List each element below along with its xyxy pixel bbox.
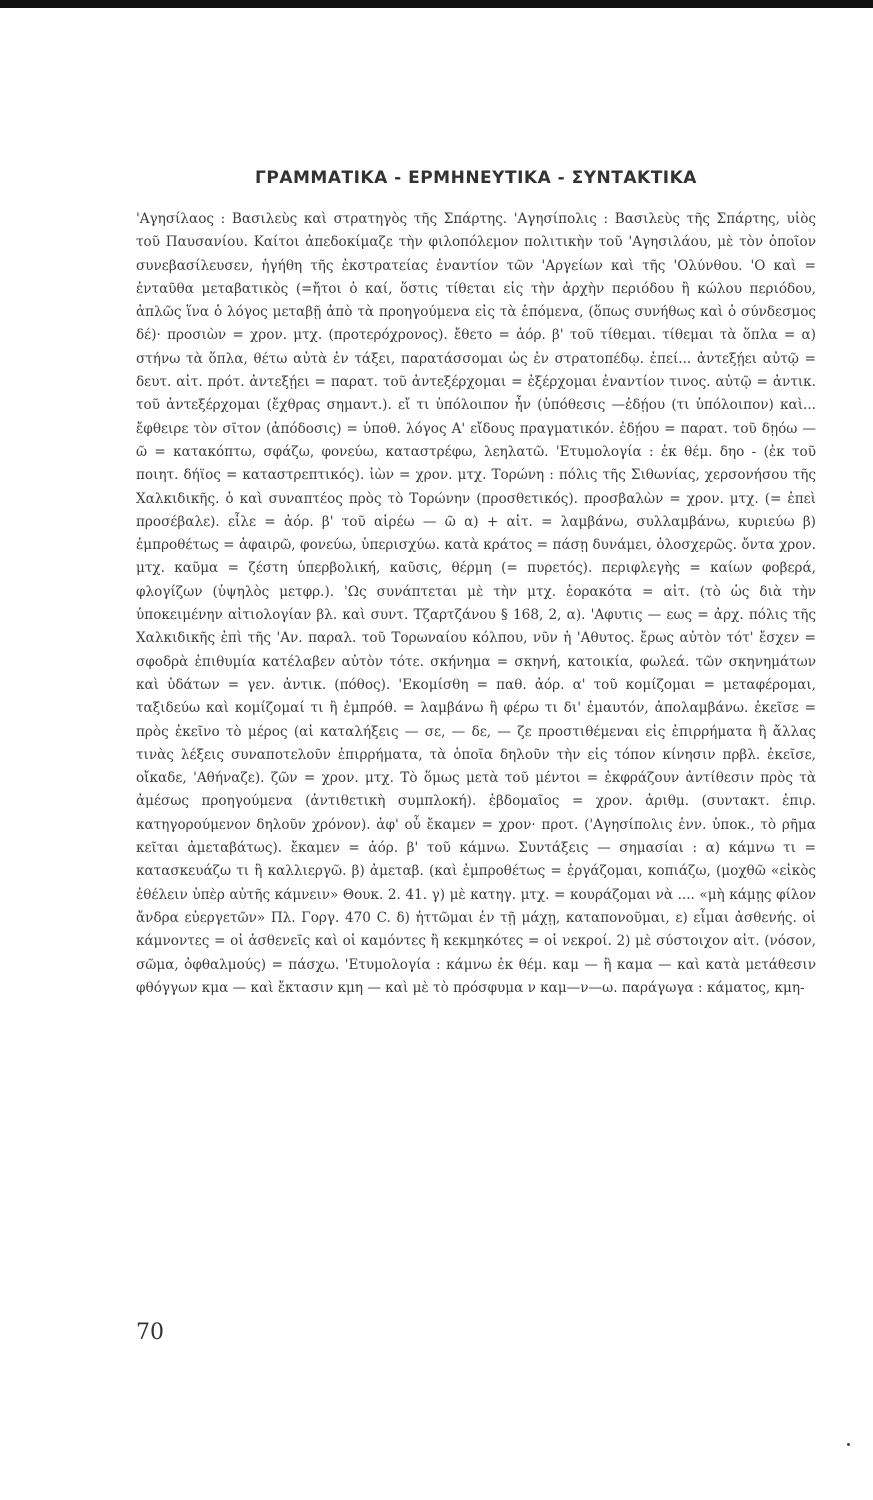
- page-number: 70: [136, 1320, 164, 1345]
- page-title: ΓΡΑΜΜΑΤΙΚΑ - ΕΡΜΗΝΕΥΤΙΚΑ - ΣΥΝΤΑΚΤΙΚΑ: [255, 168, 697, 188]
- main-text: 'Αγησίλαος : Βασιλεὺς καὶ στρατηγὸς τῆς Σπάρτης. 'Αγησίπολις : Βασιλεὺς τῆς Σπάρτης, υἱὸς τοῦ Παυσανίου. Καίτοι ἀπεδοκίμαζε τὴν φιλοπόλεμον πολιτικὴν τοῦ 'Αγησιλάου, μὲ τὸν ὁποῖον συνεβασίλευσεν, ἡγήθη τῆς ἐκστρατείας ἐναντίον τῶν 'Αργείων καὶ τῆς 'Ολύνθου. 'Ο καὶ = ἐνταῦθα μεταβατικὸς (=ἤτοι ὁ καί, ὅστις τίθεται εἰς τὴν ἀρχὴν περιόδου ἢ κώλου περιόδου, ἁπλῶς ἵνα ὁ λόγος μεταβῇ ἀπὸ τὰ προηγούμενα εἰς τὰ ἑπόμενα, (ὅπως συνήθως καὶ ὁ σύνδεσμος δέ)· προσιὼν = χρον. μτχ. (προτερόχρονος). ἔθετο = ἀόρ. β' τοῦ τίθεμαι. τίθεμαι τὰ ὅπλα = α) στήνω τὰ ὅπλα, θέτω αὐτὰ ἐν τάξει, παρατάσσομαι ὡς ἐν στρατοπέδῳ. ἐπεί... ἀντεξῄει αὐτῷ = δευτ. αἰτ. πρότ. ἀντεξῄει = παρατ. τοῦ ἀντεξέρχομαι = ἐξέρχομαι ἐναντίον τινος. αὐτῷ = ἀντικ. τοῦ ἀντεξέρχομαι (ἔχθρας σημαντ.). εἴ τι ὑπόλοιπον ἦν (ὑπόθεσις —ἐδῄου (τι ὑπόλοιπον) καὶ... ἔφθειρε τὸν σῖτον (ἀπόδοσις) = ὑποθ. λόγος Α' εἴδους πραγματικόν. ἐδῄου = παρατ. τοῦ δῃόω — ῶ = κατακόπτω, σφάζω, φονεύω, καταστρέφω, λεηλατῶ. 'Ετυμολογία : ἐκ θέμ. δηο - (ἐκ τοῦ ποιητ. δήϊος = καταστρεπτικός). ἰὼν = χρον. μτχ. Τορώνη : πόλις τῆς Σιθωνίας, χερσονήσου τῆς Χαλκιδικῆς. ὁ καὶ συναπτέος πρὸς τὸ Τορώνην (προσθετικός). προσβαλὼν = χρον. μτχ. (= ἐπεὶ προσέβαλε). εἷλε = ἀόρ. β' τοῦ αἱρέω — ῶ α) + αἰτ. = λαμβάνω, συλλαμβάνω, κυριεύω β) ἐμπροθέτως = ἀφαιρῶ, φονεύω, ὑπερισχύω. κατὰ κράτος = πάσῃ δυνάμει, ὁλοσχερῶς. ὄντα χρον. μτχ. καῦμα = ζέστη ὑπερβολική, καῦσις, θέρμη (= πυρετός). περιφλεγὴς = καίων φοβερά, φλογίζων (ὑψηλὸς μετφρ.). 'Ως συνάπτεται μὲ τὴν μτχ. ἑορακότα = αἰτ. (τὸ ὡς διὰ τὴν ὑποκειμένην αἰτιολογίαν βλ. καὶ συντ. Τζαρτζάνου § 168, 2, α). 'Αφυτις — εως = ἀρχ. πόλις τῆς Χαλκιδικῆς ἐπὶ τῆς 'Αν. παραλ. τοῦ Τορωναίου κόλπου, νῦν ἡ 'Αθυτος. ἔρως αὐτὸν τότ' ἔσχεν = σφοδρὰ ἐπιθυμία κατέλαβεν αὐτὸν τότε. σκήνημα = σκηνή, κατοικία, φωλεά. τῶν σκηνημάτων καὶ ὑδάτων = γεν. ἀντικ. (πόθος). 'Εκομίσθη = παθ. ἀόρ. α' τοῦ κομίζομαι = μεταφέρομαι, ταξιδεύω καὶ κομίζομαί τι ἢ ἐμπρόθ. = λαμβάνω ἢ φέρω τι δι' ἐμαυτόν, ἀπολαμβάνω. ἐκεῖσε = πρὸς ἐκεῖνο τὸ μέρος (αἱ καταλήξεις — σε, — δε, — ζε προστιθέμεναι εἰς ἐπιρρήματα ἢ ἄλλας τινὰς λέξεις συναποτελοῦν ἐπιρρήματα, τὰ ὁποῖα δηλοῦν τὴν εἰς τόπον κίνησιν πρβλ. ἐκεῖσε, οἴκαδε, 'Αθήναζε). ζῶν = χρον. μτχ. Τὸ ὅμως μετὰ τοῦ μέντοι = ἐκφράζουν ἀντίθεσιν πρὸς τὰ ἀμέσως προηγούμενα (ἀντιθετικὴ συμπλοκή). ἑβδομαῖος = χρον. ἀριθμ. (συντακτ. ἐπιρ. κατηγορούμενον δηλοῦν χρόνον). ἀφ' οὗ ἔκαμεν = χρον· προτ. ('Αγησίπολις ἐνν. ὑποκ., τὸ ρῆμα κεῖται ἀμεταβάτως). ἔκαμεν = ἀόρ. β' τοῦ κάμνω. Συντάξεις — σημασίαι : α) κάμνω τι = κατασκευάζω τι ἢ καλλιεργῶ. β) ἀμεταβ. (καὶ ἐμπροθέτως = ἐργάζομαι, κοπιάζω, (μοχθῶ «εἰκὸς ἐθέλειν ὑπὲρ αὐτῆς κάμνειν» Θουκ. 2. 41. γ) μὲ κατηγ. μτχ. = κουράζομαι νὰ .... «μὴ κάμῃς φίλον ἄνδρα εὐεργετῶν» Πλ. Γοργ. 470 C. δ) ἡττῶμαι ἐν τῇ μάχῃ, καταπονοῦμαι, ε) εἶμαι ἀσθενής. οἱ κάμνοντες = οἱ ἀσθενεῖς καὶ οἱ καμόντες ἢ κεκμηκότες = οἱ νεκροί. 2) μὲ σύστοιχον αἰτ. (νόσον, σῶμα, ὀφθαλμούς) = πάσχω. 'Ετυμολογία : κάμνω ἐκ θέμ. καμ — ἢ καμα — καὶ κατὰ μετάθεσιν φθόγγων κμα — καὶ ἔκτασιν κμη — καὶ μὲ τὸ πρόσφυμα ν καμ—ν—ω. παράγωγα : κάματος, κμη-: [136, 211, 816, 996]
- page-body: [136, 168, 816, 1000]
- scan-top-edge: [0, 0, 873, 8]
- scan-speck: [847, 1443, 850, 1446]
